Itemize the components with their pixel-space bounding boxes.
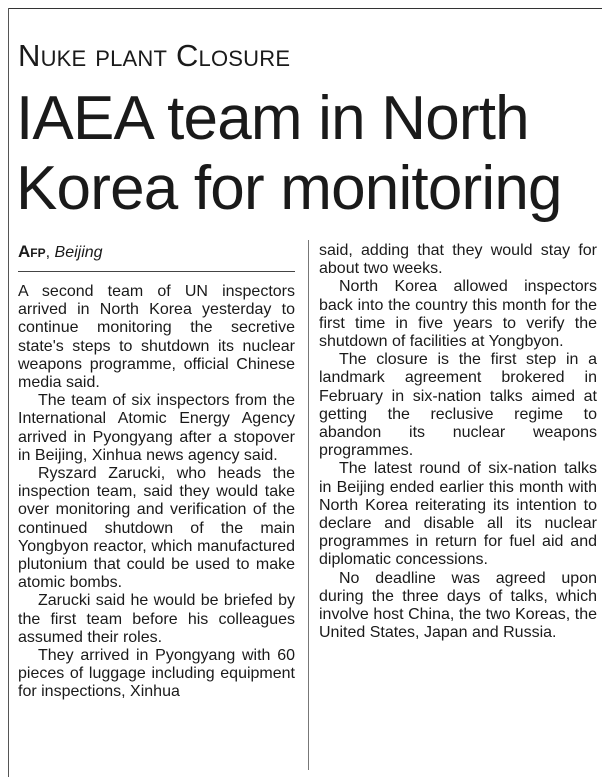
byline — [18, 243, 295, 262]
headline-line-1: IAEA team in North — [16, 84, 529, 153]
byline-separator: , — [45, 244, 55, 261]
byline-place: Beijing — [54, 244, 103, 261]
byline-agency: Afp — [18, 242, 46, 261]
left-column — [18, 240, 295, 702]
byline-divider — [18, 271, 295, 272]
body-paragraph: Ryszard Zarucki, who heads the inspection team, said they would take over monitoring and verification of the continued shutdown of the main Yongbyon reactor, which manufactured plutonium that could be used to make atomic bombs. — [18, 465, 295, 592]
article-headline — [16, 84, 606, 224]
body-paragraph: A second team of UN inspectors arrived in North Korea yesterday to continue monitoring the secretive state's steps to shutdown its nuclear weapons programme, official Chinese media said. — [18, 283, 295, 392]
headline-line-2: Korea for monitoring — [16, 154, 562, 223]
body-paragraph: The team of six inspectors from the International Atomic Energy Agency arrived in Pyongyang after a stopover in Beijing, Xinhua news agency said. — [18, 392, 295, 464]
body-paragraph: Zarucki said he would be briefed by the first team before his colleagues assumed their roles. — [18, 592, 295, 646]
column-divider — [308, 240, 309, 770]
article-body — [18, 240, 598, 770]
top-border-rule — [8, 8, 602, 9]
body-paragraph: They arrived in Pyongyang with 60 pieces of luggage including equipment for inspections, Xinhua — [18, 647, 295, 701]
body-paragraph: North Korea allowed inspectors back into the country this month for the first time in five years to verify the shutdown of facilities at Yongbyon. — [319, 278, 597, 351]
right-column — [319, 242, 597, 642]
body-paragraph: The latest round of six-nation talks in Beijing ended earlier this month with North Korea reiterating its intention to declare and disable all its nuclear programmes in return for fuel aid and diplomatic concessions. — [319, 460, 597, 569]
body-paragraph: The closure is the first step in a landmark agreement brokered in February in six-nation talks aimed at getting the reclusive regime to abandon its nuclear weapons programmes. — [319, 351, 597, 460]
article-kicker: Nuke plant Closure — [18, 38, 291, 73]
left-border-rule — [8, 8, 9, 777]
body-paragraph: said, adding that they would stay for about two weeks. — [319, 242, 597, 278]
body-paragraph: No deadline was agreed upon during the three days of talks, which involve host China, the two Koreas, the United States, Japan and Russia. — [319, 569, 597, 642]
